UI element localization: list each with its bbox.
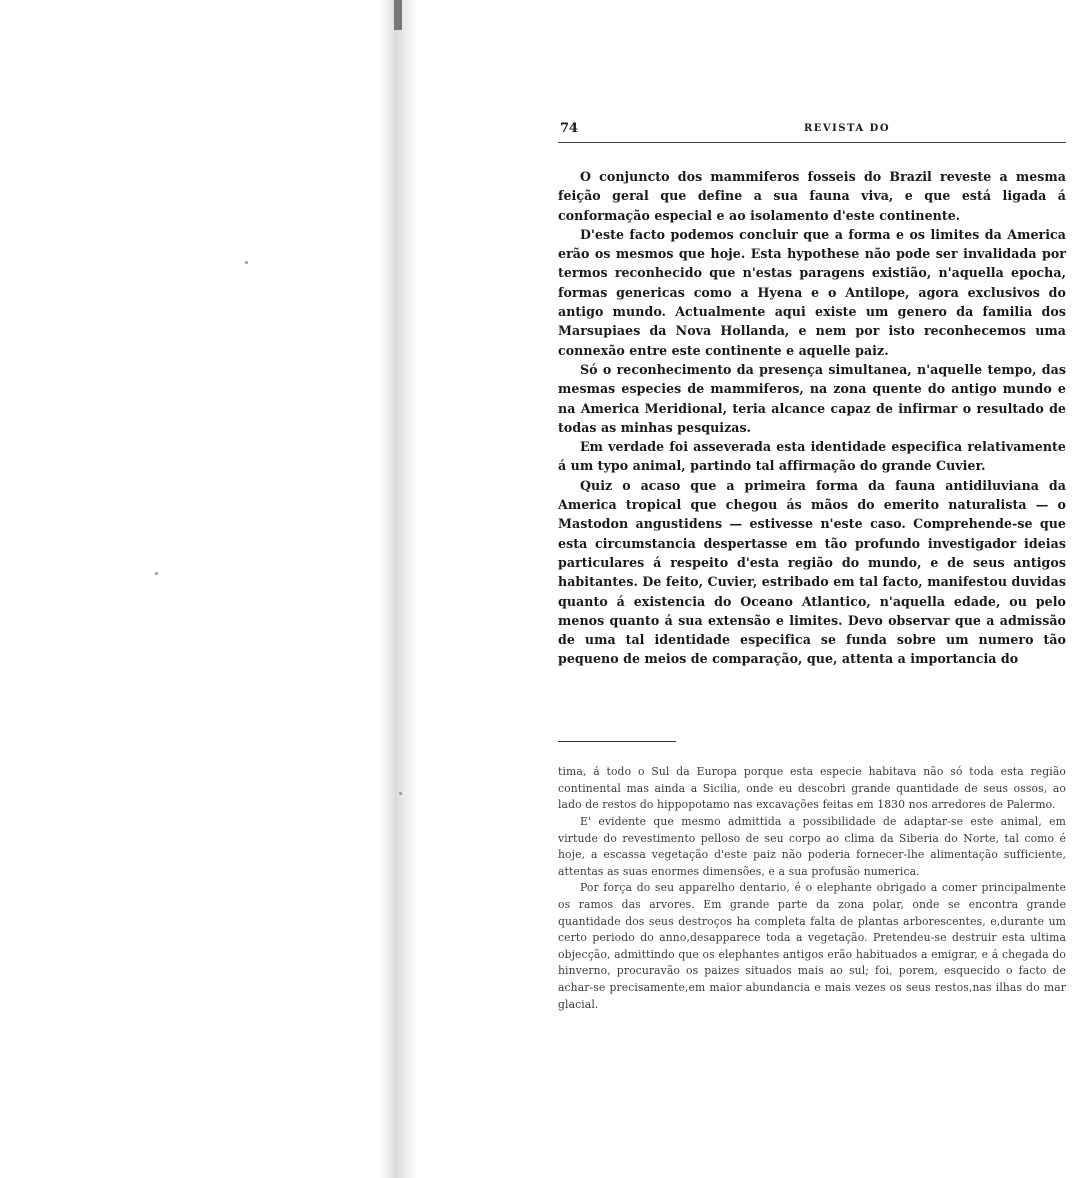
page-gutter-shadow: [378, 0, 418, 1178]
paragraph: Em verdade foi asseverada esta identidade especifica relativamente á um typo animal, partindo tal affirmação do grande Cuvier.: [558, 439, 1066, 474]
paper-speck: [245, 261, 248, 264]
footnote-paragraph: tima, á todo o Sul da Europa porque esta especie habitava não só toda esta região continental mas ainda a Sicilia, onde eu descobri grande quantidade de seus ossos, ao lado de restos do hippopotamo nas excavações feitas em 1830 nos arredores de Palermo.: [558, 765, 1066, 812]
paragraph: Quiz o acaso que a primeira forma da fauna antidiluviana da America tropical que chegou ás mãos do emerito naturalista — o Mastodon angustidens — estivesse n'este caso. Comprehende-se que esta circumstancia despertasse em tão profundo investigador ideias particulares á respeito d'esta região do mundo, e de seus antigos habitantes. De feito, Cuvier, estribado em tal facto, manifestou duvidas quanto á existencia do Oceano Atlantico, n'aquella edade, ou pelo menos quanto á sua extensão e limites. Devo observar que a admissão de uma tal identidade especifica se funda sobre um numero tão pequeno de meios de comparação, que, attenta a importancia do: [558, 477, 1066, 667]
binding-mark: [394, 0, 402, 30]
paragraph: O conjuncto dos mammiferos fosseis do Brazil reveste a mesma feição geral que define a sua fauna viva, e que está ligada á conformação especial e ao isolamento d'este continente.: [558, 169, 1066, 223]
paragraph: Só o reconhecimento da presença simultanea, n'aquelle tempo, das mesmas especies de mammiferos, na zona quente do antigo mundo e na America Meridional, teria alcance capaz de infirmar o resultado de todas as minhas pesquizas.: [558, 361, 1066, 435]
paper-speck: [399, 792, 402, 795]
footnote-paragraph: Por força do seu apparelho dentario, é o elephante obrigado a comer principalmente os ramos das arvores. Em grande parte da zona polar, onde se encontra grande quantidade dos seus destroços ha completa falta de plantas arborescentes, e,durante um certo periodo do anno,desapparece toda a vegetação. Pretendeu-se destruir esta ultima objecção, admittindo que os elephantes antigos erão habituados a emigrar, e á chegada do hinverno, procuravão os paizes situados mais ao sul; foi, porem, esquecido o facto de achar-se precisamente,em maior abundancia e mais vezes os seus restos,nas ilhas do mar glacial.: [558, 881, 1066, 1011]
paragraph: D'este facto podemos concluir que a forma e os limites da America erão os mesmos que hoje. Esta hypothese não pode ser invalidada por termos reconhecido que n'estas paragens existião, n'aquella epocha, formas genericas como a Hyena e o Antilope, agora exclusivos do antigo mundo. Actualmente aqui existe um genero da familia dos Marsupiaes da Nova Hollanda, e nem por isto reconhecemos uma connexão entre este continente e aquelle paiz.: [558, 226, 1066, 358]
paper-speck: [155, 572, 158, 575]
footnote-paragraph: E' evidente que mesmo admittida a possibilidade de adaptar-se este animal, em virtude do revestimento pelloso de seu corpo ao clima da Siberia do Norte, tal como é hoje, a escassa vegetação d'este paiz não poderia fornecer-lhe alimentação sufficiente, attentas as suas enormes dimensões, e a sua profusão numerica.: [558, 815, 1066, 878]
page-header: [558, 118, 1066, 143]
footnotes: [558, 764, 1066, 1013]
book-page: [558, 118, 1066, 1013]
main-text: [558, 167, 1066, 669]
running-head: REVISTA DO: [803, 123, 891, 134]
page-number: 74: [560, 121, 579, 136]
footnote-divider: [558, 741, 676, 743]
